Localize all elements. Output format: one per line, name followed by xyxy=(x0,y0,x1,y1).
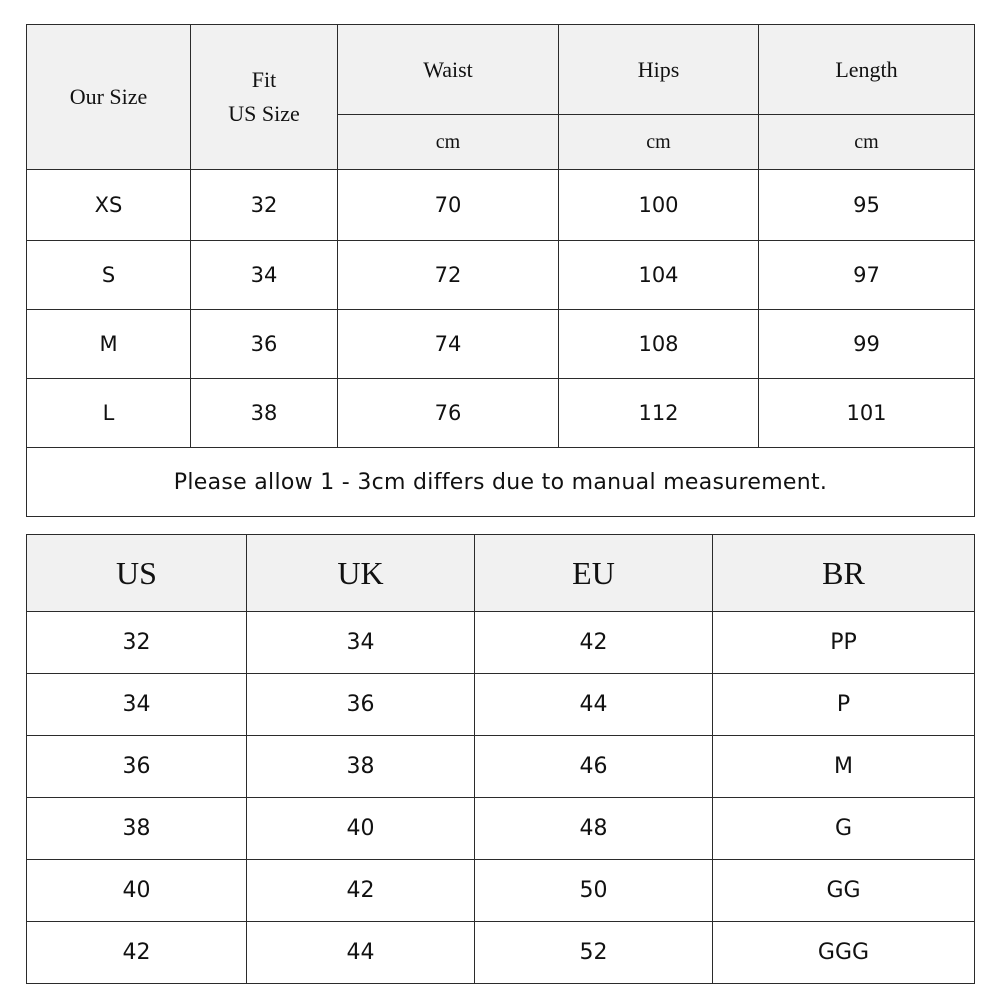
cell-us-size: 38 xyxy=(191,379,338,448)
cell-us: 38 xyxy=(27,798,247,860)
table-row xyxy=(27,798,975,860)
measurement-note: Please allow 1 - 3cm differs due to manual measurement. xyxy=(27,448,975,517)
cell-length: 101 xyxy=(759,379,975,448)
cell-uk: 42 xyxy=(247,860,475,922)
cell-us-size: 34 xyxy=(191,241,338,310)
cell-waist: 76 xyxy=(338,379,559,448)
cell-br: G xyxy=(713,798,975,860)
size-chart-table xyxy=(26,24,975,517)
cell-length: 97 xyxy=(759,241,975,310)
cell-us: 32 xyxy=(27,612,247,674)
unit-length: cm xyxy=(759,115,975,170)
cell-our-size: L xyxy=(27,379,191,448)
cell-waist: 72 xyxy=(338,241,559,310)
cell-us: 40 xyxy=(27,860,247,922)
table-row xyxy=(27,674,975,736)
table-row xyxy=(27,922,975,984)
header-waist: Waist xyxy=(338,25,559,115)
cell-our-size: XS xyxy=(27,170,191,241)
cell-eu: 42 xyxy=(475,612,713,674)
cell-us-size: 32 xyxy=(191,170,338,241)
cell-hips: 100 xyxy=(559,170,759,241)
cell-eu: 44 xyxy=(475,674,713,736)
unit-waist: cm xyxy=(338,115,559,170)
cell-br: GGG xyxy=(713,922,975,984)
cell-us: 36 xyxy=(27,736,247,798)
cell-hips: 104 xyxy=(559,241,759,310)
cell-our-size: M xyxy=(27,310,191,379)
header-uk: UK xyxy=(247,535,475,612)
cell-uk: 44 xyxy=(247,922,475,984)
cell-us: 42 xyxy=(27,922,247,984)
table-row xyxy=(27,860,975,922)
table-row xyxy=(27,170,975,241)
table-row xyxy=(27,241,975,310)
cell-eu: 46 xyxy=(475,736,713,798)
cell-uk: 38 xyxy=(247,736,475,798)
cell-waist: 74 xyxy=(338,310,559,379)
cell-hips: 108 xyxy=(559,310,759,379)
cell-uk: 40 xyxy=(247,798,475,860)
header-hips: Hips xyxy=(559,25,759,115)
cell-hips: 112 xyxy=(559,379,759,448)
cell-eu: 52 xyxy=(475,922,713,984)
cell-uk: 34 xyxy=(247,612,475,674)
header-br: BR xyxy=(713,535,975,612)
cell-length: 95 xyxy=(759,170,975,241)
table-row xyxy=(27,379,975,448)
cell-us: 34 xyxy=(27,674,247,736)
cell-br: M xyxy=(713,736,975,798)
header-us: US xyxy=(27,535,247,612)
header-fit-label: Fit xyxy=(251,66,277,92)
cell-br: PP xyxy=(713,612,975,674)
table-row xyxy=(27,736,975,798)
table-row xyxy=(27,612,975,674)
cell-eu: 50 xyxy=(475,860,713,922)
size-conversion-table xyxy=(26,534,975,984)
cell-us-size: 36 xyxy=(191,310,338,379)
cell-eu: 48 xyxy=(475,798,713,860)
header-length: Length xyxy=(759,25,975,115)
cell-waist: 70 xyxy=(338,170,559,241)
cell-uk: 36 xyxy=(247,674,475,736)
header-eu: EU xyxy=(475,535,713,612)
table-row xyxy=(27,310,975,379)
cell-our-size: S xyxy=(27,241,191,310)
cell-br: GG xyxy=(713,860,975,922)
header-fit-us-size xyxy=(191,25,338,170)
unit-hips: cm xyxy=(559,115,759,170)
header-us-size-label: US Size xyxy=(228,101,300,126)
header-our-size: Our Size xyxy=(27,25,191,170)
cell-length: 99 xyxy=(759,310,975,379)
cell-br: P xyxy=(713,674,975,736)
